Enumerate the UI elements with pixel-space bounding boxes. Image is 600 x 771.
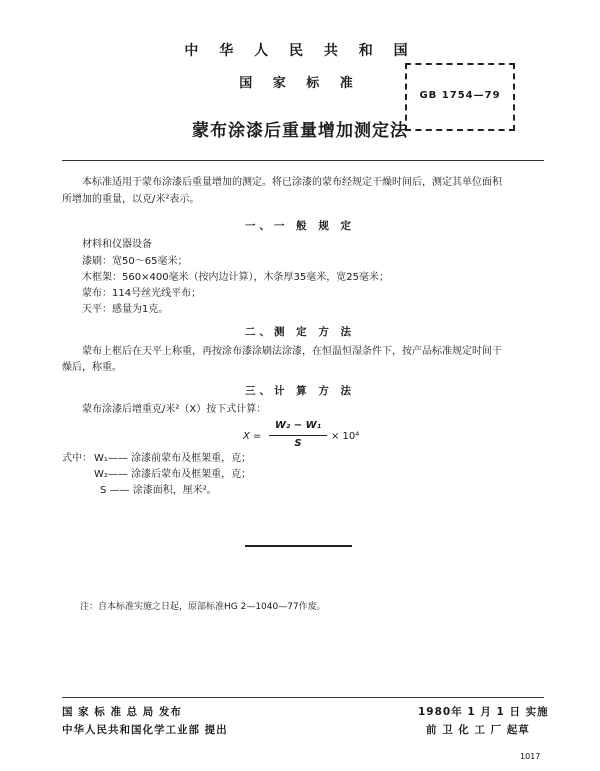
standard-number: GB 1754—79 — [419, 90, 501, 101]
footnote: 注：自本标准实施之日起，原部标准HG 2—1040—77作废。 — [80, 602, 326, 612]
document-title: 蒙布涂漆后重量增加测定法 — [192, 121, 408, 141]
section-2-heading: 二、测 定 方 法 — [245, 326, 355, 338]
variable-definition: W₁—— 涂漆前蒙布及框架重，克； — [94, 453, 252, 464]
page-number: 1017 — [520, 752, 541, 761]
intro-line-2: 所增加的重量，以克/米²表示。 — [62, 194, 200, 205]
materials-heading: 材料和仪器设备 — [82, 239, 152, 250]
formula-multiplier: × 10⁴ — [331, 431, 360, 442]
header-rule — [62, 160, 544, 161]
variable-definition: W₂—— 涂漆后蒙布及框架重，克； — [94, 469, 252, 480]
calculation-formula — [243, 420, 373, 460]
material-item: 漆刷：宽50～65毫米； — [82, 256, 188, 267]
method-line-2: 燥后，称重。 — [62, 362, 122, 373]
intro-line-1: 本标准适用于蒙布涂漆后重量增加的测定。将已涂漆的蒙布经规定干燥时间后，测定其单位面积 — [82, 177, 502, 188]
footer-rule — [62, 697, 544, 698]
formula-numerator: W₂ − W₁ — [274, 420, 322, 431]
formula-denominator: S — [294, 438, 302, 449]
formula-lhs: X = — [243, 431, 262, 442]
fraction-bar — [269, 435, 327, 436]
material-item: 木框架：560×400毫米（按内边计算），木条厚35毫米，宽25毫米； — [82, 272, 390, 283]
section-1-heading: 一、一 般 规 定 — [245, 220, 355, 232]
material-item: 蒙布：114号丝光线平布； — [82, 288, 202, 299]
country-heading: 中 华 人 民 共 和 国 — [184, 43, 416, 59]
standard-category: 国 家 标 准 — [239, 76, 361, 91]
material-item: 天平：感量为1克。 — [82, 304, 169, 315]
variable-definition: S —— 涂漆面积，厘米²。 — [100, 485, 217, 496]
where-label: 式中： — [62, 453, 92, 464]
calculation-intro: 蒙布涂漆后增重克/米²（X）按下式计算： — [82, 404, 267, 415]
proposing-authority: 中华人民共和国化学工业部 提出 — [62, 724, 228, 736]
section-3-heading: 三、计 算 方 法 — [245, 385, 355, 397]
effective-date: 1980年 1 月 1 日 实施 — [418, 706, 549, 718]
method-line-1: 蒙布上框后在天平上称重，再按涂布漆涂刷法涂漆，在恒温恒湿条件下，按产品标准规定时间干 — [82, 346, 502, 357]
end-of-text-rule — [245, 545, 352, 547]
drafting-unit: 前 卫 化 工 厂 起草 — [426, 724, 530, 736]
issuing-authority: 国 家 标 准 总 局 发布 — [62, 706, 182, 718]
